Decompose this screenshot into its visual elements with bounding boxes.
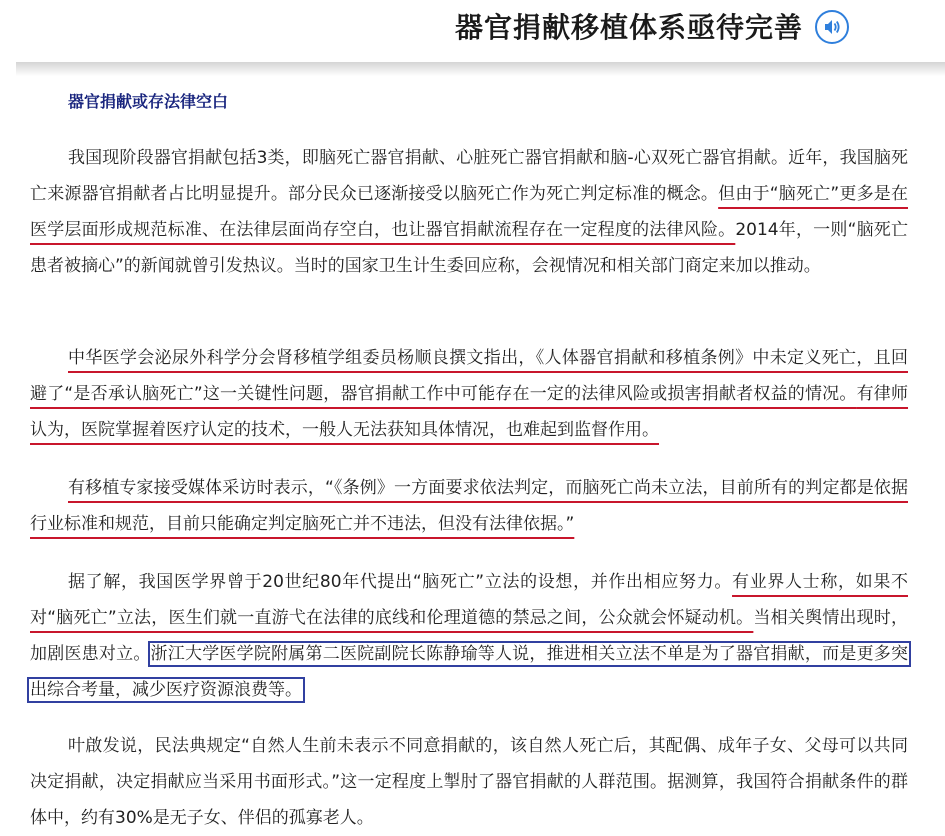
speaker-button[interactable] (815, 10, 849, 44)
p4-text-c: 当相关舆情出现时，加剧医患对立。 (30, 608, 909, 664)
p5-text: 叶啟发说，民法典规定“自然人生前未表示不同意捐献的，该自然人死亡后，其配偶、成年子女、父母可以共同决定捐献，决定捐献应当采用书面形式。”这一定程度上掣肘了器官捐献的人群范围。据测算，我国符合捐献条件的群体中，约有30%是无子女、伴侣的孤寡老人。 (30, 736, 908, 828)
speaker-icon (822, 17, 842, 37)
paragraph-5 (30, 728, 908, 836)
p4-text-a: 据了解，我国医学界曾于20世纪80年代提出“脑死亡”立法的设想，并作出相应努力。 (68, 572, 733, 592)
p2-underlined-text-a: 中华医学会泌尿外科学分会肾移植学组委员杨顺良撰文指出，《人体器官捐献和移植条例》中未定义死亡，且回避了“是否承认脑死亡”这一关键性问题，器官捐献工作中可能存在一定的法律风险或损害捐献者权益的情况。 (30, 348, 908, 404)
p4-underlined-text: 有业界人士称，如果不对“脑死亡”立法，医生们就一直游弋在法律的底线和伦理道德的禁忌之间，公众就会怀疑动机。 (30, 572, 908, 628)
p4-boxed-text: 浙江大学医学院附属第二医院副院长陈静瑜等人说，推进相关立法不单是为了器官捐献，而是更多突出综合考量，减少医疗资源浪费等。 (30, 644, 909, 700)
p1-text-c: 2014年，一则“脑死亡患者被摘心”的新闻就曾引发热议。当时的国家卫生计生委回应称，会视情况和相关部门商定来加以推动。 (30, 220, 909, 276)
p1-text-a: 我国现阶段器官捐献包括3类，即脑死亡器官捐献、心脏死亡器官捐献和脑-心双死亡器官捐献。近年，我国脑死亡来源器官捐献者占比明显提升。部分民众已逐渐接受以脑死亡作为死亡判定标准的概念。 (30, 148, 908, 204)
p2-underlined-text-b: 有律师认为，医院掌握着医疗认定的技术，一般人无法获知具体情况，也难起到监督作用。 (30, 384, 909, 440)
paragraph-2 (30, 340, 908, 448)
article-header (0, 0, 945, 62)
section-heading: 器官捐献或存法律空白 (68, 92, 229, 111)
page-title: 器官捐献移植体系亟待完善 (454, 11, 803, 44)
paragraph-4 (30, 564, 908, 708)
paragraph-1 (30, 140, 908, 284)
header-divider (16, 62, 945, 76)
p1-underlined-text: 但由于“脑死亡”更多是在医学层面形成规范标准、在法律层面尚存空白，也让器官捐献流程存在一定程度的法律风险。 (30, 184, 908, 240)
paragraph-3 (30, 470, 908, 542)
article-body (30, 76, 910, 828)
p3-underlined-text: 有移植专家接受媒体采访时表示，“《条例》一方面要求依法判定，而脑死亡尚未立法，目前所有的判定都是依据行业标准和规范，目前只能确定判定脑死亡并不违法，但没有法律依据。” (30, 478, 908, 534)
